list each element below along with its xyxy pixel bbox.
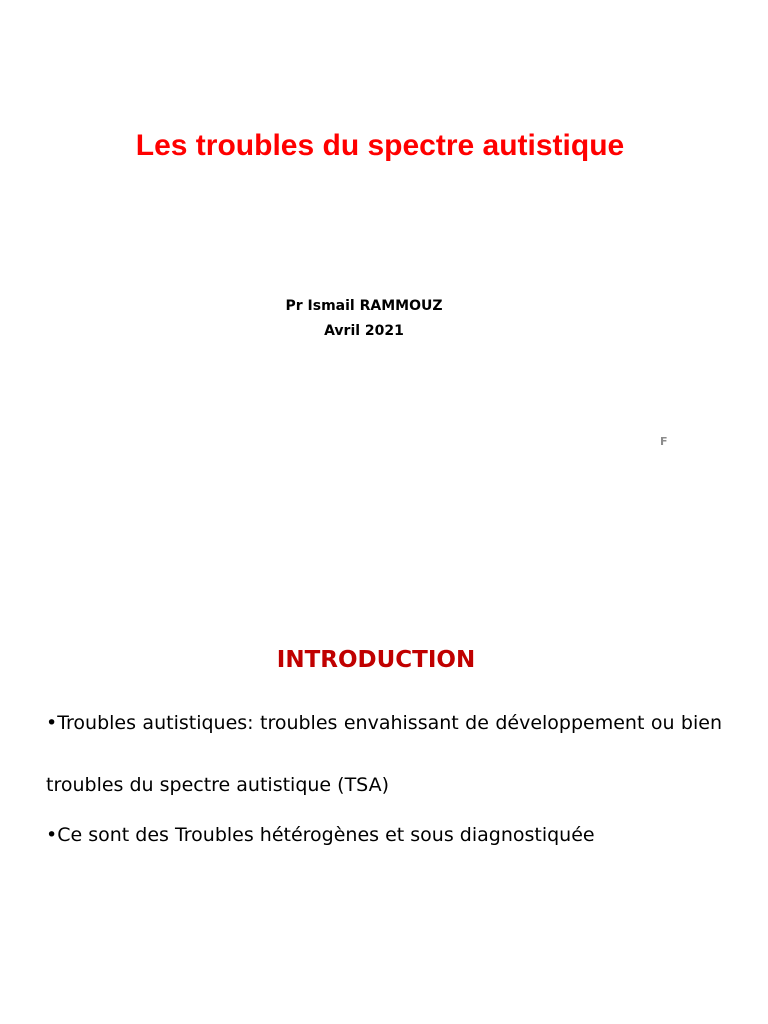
author-block: [0, 294, 728, 344]
author-name: Pr Ismail RAMMOUZ: [285, 298, 443, 314]
introduction-slide: [0, 512, 768, 1024]
section-heading: INTRODUCTION: [276, 647, 476, 673]
bullet-item: •Ce sont des Troubles hétérogènes et sous diagnostiquée: [46, 824, 595, 846]
bullet-item: •Troubles autistiques: troubles envahissant de développement ou bien troubles du spectre autistique (TSA): [46, 712, 722, 796]
bullet-list: [46, 692, 722, 852]
slide-title: Les troubles du spectre autistique: [135, 129, 625, 162]
stray-letter-mark: F: [660, 435, 668, 448]
presentation-date: Avril 2021: [324, 323, 404, 339]
